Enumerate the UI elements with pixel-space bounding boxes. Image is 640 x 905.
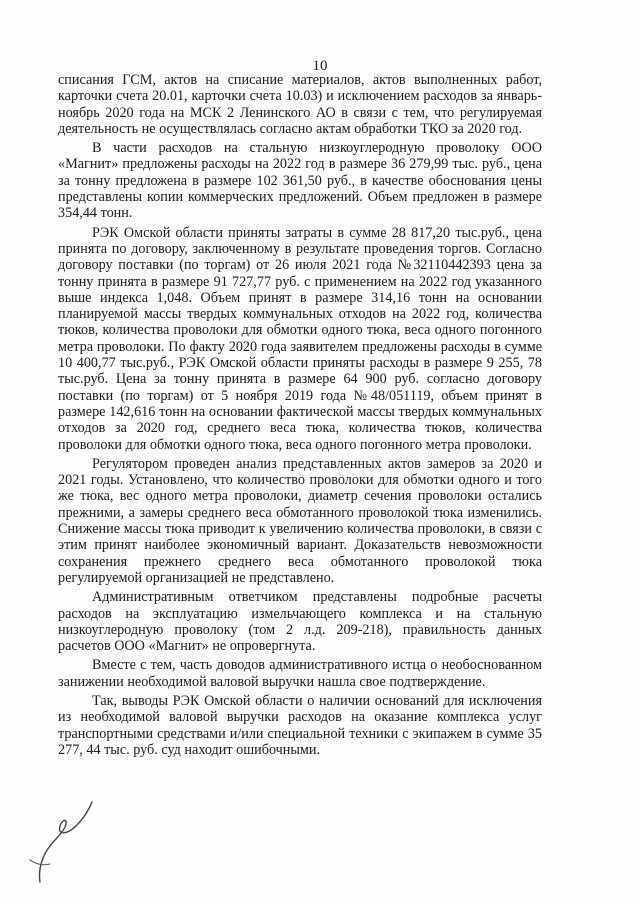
paragraph-partial-confirmation: Вместе с тем, часть доводов административного истца о необоснованном занижении необходимой валовой выручки нашла свое подтверждение. bbox=[58, 657, 542, 690]
paragraph-conclusion: Так, выводы РЭК Омской области о наличии оснований для исключения из необходимой валовой выручки расходов на оказание комплекса услуг транспортными средствами и/или специальной техники с экипажем в сумме 35 277, 44 тыс. руб. суд находит ошибочными. bbox=[58, 692, 542, 758]
paragraph-continuation: списания ГСМ, актов на списание материалов, актов выполненных работ, карточки счета 20.01, карточки счета 10.03) и исключением расходов за январь-ноябрь 2020 года на МСК 2 Ленинского АО в связи с тем, что регулируемая деятельность не осуществлялась согласно актам обработки ТКО за 2020 год. bbox=[58, 72, 542, 137]
paragraph-wire-proposal: В части расходов на стальную низкоуглеродную проволоку ООО «Магнит» предложены расходы на 2022 год в размере 36 279,99 тыс. руб., цена за тонну предложена в размере 102 361,50 руб., в качестве обоснования цены представлены копии коммерческих предложений. Объем предложен в размере 354,44 тонн. bbox=[58, 140, 542, 222]
handwritten-signature bbox=[20, 790, 100, 890]
document-body bbox=[58, 72, 542, 761]
paragraph-regulator-analysis: Регулятором проведен анализ представленных актов замеров за 2020 и 2021 годы. Установлено, что количество проволоки для обмотки одного и того же тюка, вес одного метра проволоки, диаметр сечения проволоки остались прежними, а замеры среднего веса обмотанного проволокой тюка изменились. Снижение массы тюка приводит к увеличению количества проволоки, в связи с этим принят наиболее экономичный вариант. Доказательств невозможности сохранения прежнего среднего веса обмотанного проволокой тюка регулируемой организацией не представлено. bbox=[58, 455, 542, 586]
paragraph-rek-accepted: РЭК Омской области приняты затраты в сумме 28 817,20 тыс.руб., цена принята по договору, заключенному в результате проведения торгов. Согласно договору поставки (по торгам) от 26 июля 2021 года №32110442393 цена за тонну принята в размере 91 727,77 руб. с применением на 2022 год указанного выше индекса 1,048. Объем принят в размере 314,16 тонн на основании планируемой массы твердых коммунальных отходов на 2022 год, количества тюков, количества проволоки для обмотки одного тюка, веса одного погонного метра проволоки. По факту 2020 года заявителем предложены расходы в сумме 10 400,77 тыс.руб., РЭК Омской области приняты расходы в размере 9 255, 78 тыс.руб. Цена за тонну принята в размере 64 900 руб. согласно договору поставки (по торгам) от 5 ноября 2019 года №48/051119, объем принят в размере 142,616 тонн на основании фактической массы твердых коммунальных отходов за 2020 год, среднего веса тюка, количества тюков, количества проволоки для обмотки одного тюка, веса одного погонного метра проволоки. bbox=[58, 224, 542, 453]
paragraph-calculations: Административным ответчиком представлены подробные расчеты расходов на эксплуатацию измельчающего комплекса и на стальную низкоуглеродную проволоку (том 2 л.д. 209-218), правильность данных расчетов ООО «Магнит» не опровергнута. bbox=[58, 589, 542, 655]
page-number: 10 bbox=[312, 58, 328, 74]
